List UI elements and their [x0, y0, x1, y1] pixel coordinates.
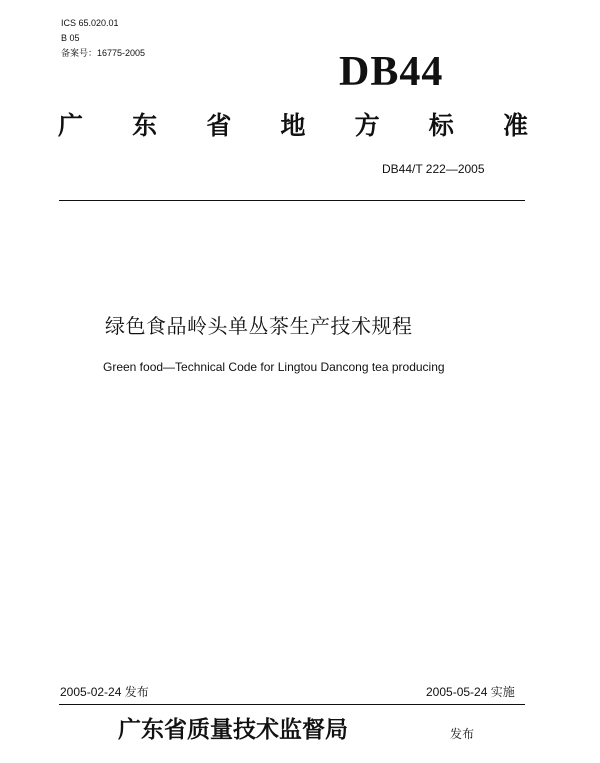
issue-label: 发布: [450, 727, 475, 741]
category-char: 地: [280, 111, 306, 140]
category-char: 广: [58, 111, 84, 140]
category-char: 方: [354, 111, 380, 140]
standard-logo: DB44: [339, 49, 444, 95]
document-title-english: Green food—Technical Code for Lingtou Dancong tea producing: [103, 360, 445, 374]
standard-number: DB44/T 222—2005: [382, 162, 485, 176]
issuing-authority: 广东省质量技术监督局: [118, 716, 348, 743]
bottom-divider: [59, 704, 525, 705]
ics-code: ICS 65.020.01: [61, 18, 119, 28]
top-divider: [59, 200, 525, 201]
document-title-chinese: 绿色食品岭头单丛茶生产技术规程: [105, 314, 413, 338]
category-char: 标: [428, 111, 454, 140]
standard-category-title: [58, 109, 528, 143]
classification-code: B 05: [61, 33, 80, 43]
issue-date: 2005-02-24 发布: [60, 685, 149, 699]
category-char: 准: [502, 111, 528, 140]
category-char: 省: [206, 111, 232, 140]
category-char: 东: [132, 111, 158, 140]
implementation-date: 2005-05-24 实施: [426, 685, 515, 699]
record-number: 备案号：16775-2005: [61, 48, 146, 58]
